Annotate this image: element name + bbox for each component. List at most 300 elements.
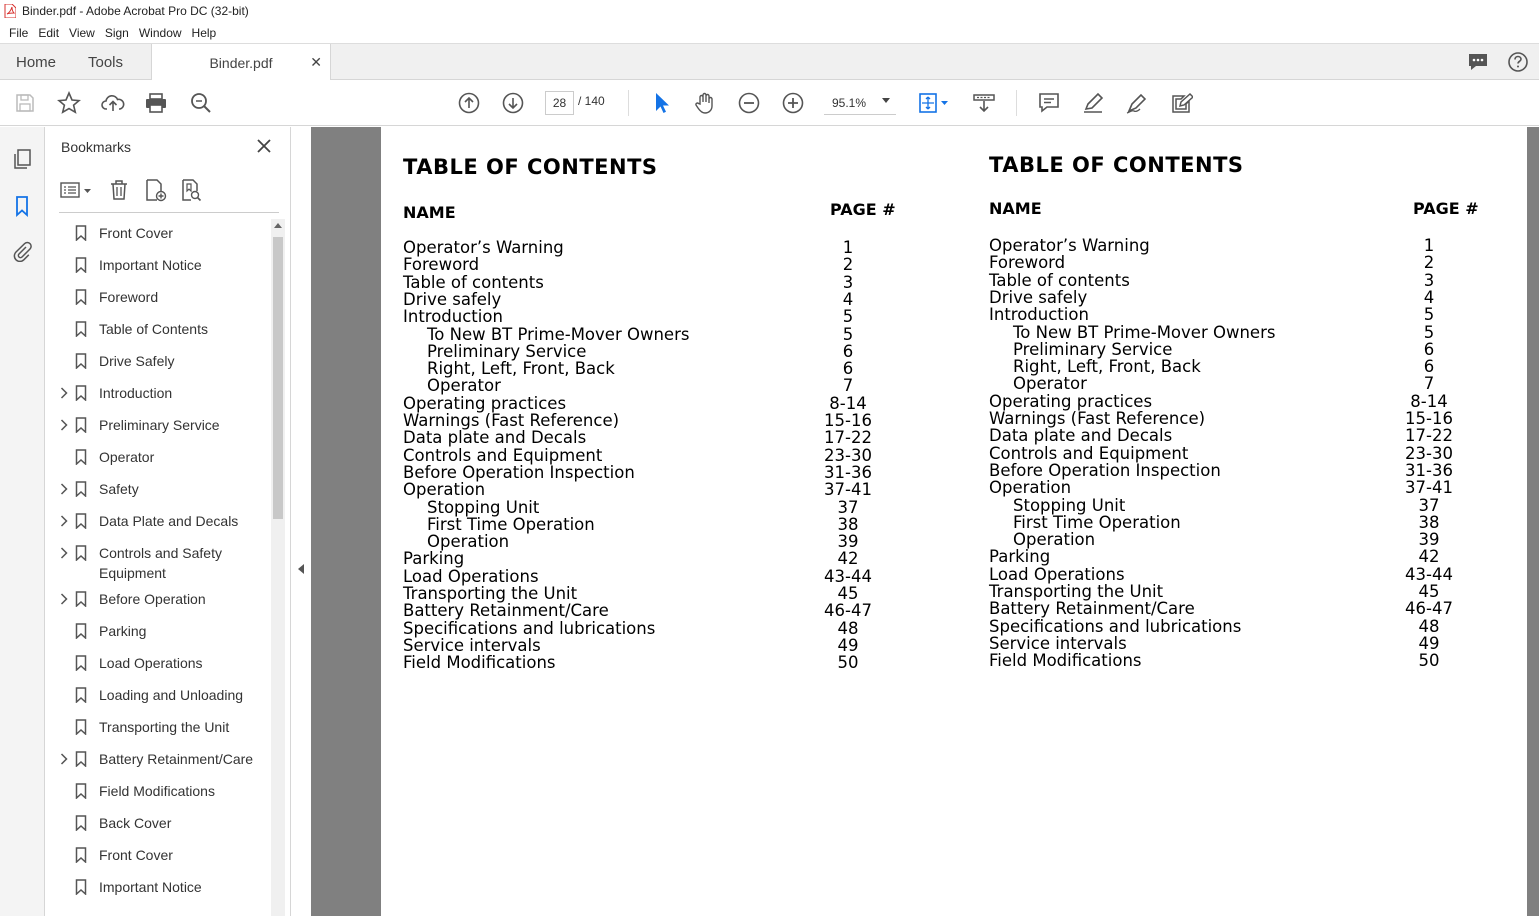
toc-entry-name: Drive safely	[989, 287, 1088, 307]
bookmark-scrollbar[interactable]	[271, 219, 285, 916]
toc-entry-name: Operator’s Warning	[403, 238, 564, 257]
toc-entry-page: 6	[842, 341, 854, 361]
toc-entry-name: To New BT Prime-Mover Owners	[1013, 322, 1276, 342]
chevron-right-icon[interactable]	[57, 479, 71, 499]
collapse-panel-arrow-icon[interactable]	[298, 564, 304, 574]
tab-document-label: Binder.pdf	[209, 54, 273, 71]
bookmark-item[interactable]	[45, 813, 271, 833]
toc-entry-name: Operation	[1013, 530, 1096, 550]
spacer	[57, 351, 71, 371]
toc-entry-name: Stopping Unit	[1013, 495, 1126, 515]
toc-entry-page: 8-14	[829, 393, 867, 413]
toc-entry	[989, 479, 1509, 496]
toc-entry-name: Operator	[427, 376, 501, 396]
hand-tool-icon[interactable]	[693, 91, 717, 115]
select-cursor-icon[interactable]	[649, 91, 673, 115]
toc-entry-name: Data plate and Decals	[403, 428, 587, 448]
toc-entry-name: Data plate and Decals	[989, 426, 1173, 446]
toc-entry-name: Preliminary Service	[1013, 339, 1173, 359]
bookmark-icon	[75, 447, 89, 467]
spacer	[57, 653, 71, 673]
bookmark-options-icon[interactable]	[59, 180, 95, 200]
toc-entry-name: To New BT Prime-Mover Owners	[427, 324, 690, 344]
bookmark-icon	[75, 877, 89, 897]
toc-entry-page: 23-30	[1405, 443, 1453, 463]
toc-entry-name: Load Operations	[989, 564, 1125, 584]
toc-entry-name: Service intervals	[403, 635, 541, 655]
bookmark-label: Safety	[99, 481, 139, 497]
toc-entry-name: Specifications and lubrications	[989, 616, 1242, 636]
page-number-input[interactable]: 28	[545, 91, 574, 115]
menu-bar	[0, 22, 1539, 43]
toc-entry-page: 50	[837, 653, 859, 673]
toc-entry-name: Operating practices	[989, 391, 1153, 411]
toc-entry	[989, 289, 1509, 306]
toc-entry	[989, 618, 1509, 635]
toc-entry-page: 5	[1423, 305, 1435, 325]
toc-entry-name: Before Operation Inspection	[989, 460, 1221, 480]
menu-sign[interactable]: Sign	[104, 25, 129, 40]
bookmark-item[interactable]	[45, 319, 271, 339]
toc-entry-page: 50	[1418, 651, 1440, 671]
toc-entry-name: Right, Left, Front, Back	[427, 359, 615, 379]
toc-entry-name: Operator	[1013, 374, 1087, 394]
toc-entry	[403, 239, 923, 256]
bookmark-label: Before Operation	[99, 591, 206, 607]
toc-entry-page: 46-47	[824, 601, 872, 621]
chevron-right-icon[interactable]	[57, 589, 71, 609]
toc-entry-page: 1	[842, 238, 854, 257]
toc-entry-name: Before Operation Inspection	[403, 462, 635, 482]
toc-entry-page: 7	[1423, 374, 1435, 394]
chevron-right-icon[interactable]	[57, 415, 71, 435]
toc-entry-page: 15-16	[1405, 409, 1453, 428]
previous-page-icon[interactable]	[457, 91, 481, 115]
toc-entry-name: Parking	[403, 549, 465, 569]
toc-heading: TABLE OF CONTENTS	[989, 153, 1244, 177]
toc-entry	[403, 377, 923, 394]
toc-entry-page: 5	[842, 307, 854, 327]
toc-col-page: PAGE #	[1413, 199, 1479, 218]
bookmark-label: Preliminary Service	[99, 417, 220, 433]
toc-entry-name: Drive safely	[403, 289, 502, 309]
bookmark-item[interactable]	[45, 589, 271, 609]
toc-entry-page: 5	[842, 324, 854, 344]
bookmark-icon	[75, 511, 89, 531]
menu-view[interactable]: View	[69, 25, 95, 40]
toc-entry-page: 38	[1418, 512, 1440, 532]
toc-entry-name: Operation	[403, 480, 486, 500]
bookmark-item[interactable]	[45, 685, 271, 705]
bookmark-icon	[75, 813, 89, 833]
close-panel-icon[interactable]	[255, 137, 273, 155]
bookmark-icon	[75, 781, 89, 801]
bookmark-icon	[75, 383, 89, 403]
bookmarks-icon[interactable]	[10, 194, 34, 218]
bookmark-label: Operator	[99, 449, 155, 465]
toc-entry-page: 8-14	[1410, 391, 1448, 411]
toc-entry-name: Specifications and lubrications	[403, 618, 656, 638]
toc-entry	[403, 585, 923, 602]
bookmark-list	[45, 219, 271, 916]
bookmark-item[interactable]	[45, 479, 271, 499]
toc-entry-name: Operator’s Warning	[989, 236, 1150, 255]
bookmark-item[interactable]	[45, 621, 271, 641]
toc-entry-page: 3	[1423, 270, 1435, 290]
bookmark-icon	[75, 653, 89, 673]
save-icon[interactable]	[13, 91, 37, 115]
fill-sign-icon[interactable]	[1169, 91, 1193, 115]
toc-entry	[989, 497, 1509, 514]
toc-entry-page: 6	[842, 359, 854, 379]
bookmark-item[interactable]	[45, 653, 271, 673]
toc-entry-page: 4	[842, 289, 854, 309]
zoom-level-value: 95.1%	[832, 95, 867, 110]
toc-entry-name: Stopping Unit	[427, 497, 540, 517]
toc-entry-name: Field Modifications	[989, 651, 1142, 671]
add-comment-icon[interactable]	[1037, 91, 1061, 115]
bookmark-label: Transporting the Unit	[99, 719, 230, 735]
bookmark-label: Loading and Unloading	[99, 687, 244, 703]
toc-entry-name: Battery Retainment/Care	[989, 599, 1195, 619]
bookmark-icon	[75, 351, 89, 371]
menu-window[interactable]: Window	[138, 25, 182, 40]
chevron-right-icon[interactable]	[57, 543, 71, 563]
page-total: / 140	[578, 94, 605, 108]
toc-entry-page: 37-41	[1405, 478, 1453, 498]
toc-entry-name: Introduction	[989, 305, 1089, 325]
toc-entry-page: 45	[837, 584, 859, 603]
toc-entry-page: 5	[1423, 322, 1435, 342]
scroll-mode-icon[interactable]	[972, 91, 996, 115]
toc-entry-name: Operation	[989, 478, 1072, 498]
toc-entry-page: 7	[842, 376, 854, 396]
toc-entry	[403, 447, 923, 464]
toc-entry	[989, 427, 1509, 444]
toc-entry	[403, 637, 923, 654]
spacer	[57, 685, 71, 705]
bookmark-icon	[75, 717, 89, 737]
toc-entry	[403, 412, 923, 429]
spacer	[57, 255, 71, 275]
toc-entry-page: 23-30	[824, 445, 872, 465]
toc-entry-page: 4	[1423, 287, 1435, 307]
document-viewport[interactable]	[311, 127, 1539, 916]
toc-entry	[989, 410, 1509, 427]
toc-entry	[403, 308, 923, 325]
toc-entry-page: 48	[1418, 616, 1440, 636]
bookmark-item[interactable]	[45, 255, 271, 275]
toc-entry	[989, 652, 1509, 669]
bookmark-icon	[75, 255, 89, 275]
toolbar-divider	[1016, 90, 1017, 116]
toc-entry	[403, 256, 923, 273]
menu-help[interactable]: Help	[191, 25, 217, 40]
toc-entry-name: Preliminary Service	[427, 341, 587, 361]
toc-entry	[989, 306, 1509, 323]
bookmark-item[interactable]	[45, 511, 271, 531]
toc-entry-page: 6	[1423, 357, 1435, 377]
tab-document[interactable]	[151, 44, 331, 81]
toc-entry-page: 2	[1423, 253, 1435, 273]
scrollbar-thumb[interactable]	[273, 237, 283, 519]
toc-col-page: PAGE #	[830, 200, 896, 219]
toc-entry-name: Right, Left, Front, Back	[1013, 357, 1201, 377]
toc-entry-page: 43-44	[824, 566, 872, 586]
bookmark-icon	[75, 589, 89, 609]
toc-entry-page: 17-22	[824, 428, 872, 448]
comments-icon[interactable]	[1467, 51, 1489, 73]
bookmark-toolbar	[59, 177, 203, 203]
bookmark-item[interactable]	[45, 287, 271, 307]
toc-entry-page: 49	[1418, 633, 1440, 653]
toc-entry	[989, 531, 1509, 548]
spacer	[57, 845, 71, 865]
window-title: Binder.pdf - Adobe Acrobat Pro DC (32-bit)	[22, 4, 249, 18]
bookmark-icon	[75, 415, 89, 435]
toc-entry	[989, 358, 1509, 375]
tab-tools[interactable]: Tools	[88, 53, 124, 71]
toc-entry	[989, 514, 1509, 531]
bookmark-icon	[75, 543, 89, 563]
toc-entry	[989, 254, 1509, 271]
toc-entry-name: Foreword	[403, 255, 480, 275]
bookmark-icon	[75, 621, 89, 641]
bookmark-item[interactable]	[45, 781, 271, 801]
toc-entry-page: 42	[1418, 547, 1440, 567]
toc-entry	[989, 635, 1509, 652]
toc-entry-name: Table of contents	[989, 270, 1130, 290]
toc-entry-page: 48	[837, 618, 859, 638]
bookmark-icon	[75, 223, 89, 243]
toc-entry-page: 49	[837, 635, 859, 655]
toc-entry-name: Warnings (Fast Reference)	[403, 411, 620, 430]
acrobat-logo-icon	[4, 4, 16, 18]
spacer	[57, 447, 71, 467]
toc-entry-name: Parking	[989, 547, 1051, 567]
delete-bookmark-icon[interactable]	[107, 178, 131, 202]
toc-entry	[989, 393, 1509, 410]
toc-entry-name: Introduction	[403, 307, 503, 327]
panel-title: Bookmarks	[61, 139, 132, 155]
main-toolbar	[0, 80, 1539, 126]
toc-entry	[403, 550, 923, 567]
print-icon[interactable]	[144, 91, 168, 115]
spacer	[57, 877, 71, 897]
bookmark-label: Introduction	[99, 385, 173, 401]
toc-entry	[403, 395, 923, 412]
zoom-in-icon[interactable]	[781, 91, 805, 115]
spacer	[57, 223, 71, 243]
panel-collapse-strip	[291, 127, 311, 916]
chevron-right-icon[interactable]	[57, 511, 71, 531]
toc-entry	[403, 533, 923, 550]
fit-page-icon[interactable]	[917, 91, 951, 115]
toc-entry-page: 45	[1418, 582, 1440, 601]
help-icon[interactable]	[1507, 51, 1529, 73]
toc-entry	[403, 464, 923, 481]
bookmark-item[interactable]	[45, 877, 271, 897]
toc-entry	[989, 445, 1509, 462]
zoom-search-icon[interactable]	[189, 91, 213, 115]
toc-entry-page: 46-47	[1405, 599, 1453, 619]
toc-entry	[403, 620, 923, 637]
spacer	[57, 287, 71, 307]
bookmark-icon	[75, 845, 89, 865]
toc-entry	[403, 568, 923, 585]
toolbar-divider	[628, 90, 629, 116]
toc-heading: TABLE OF CONTENTS	[403, 155, 658, 179]
menu-edit[interactable]: Edit	[38, 25, 60, 40]
navigation-rail	[0, 127, 45, 916]
bookmark-icon	[75, 479, 89, 499]
toc-entry	[403, 429, 923, 446]
toc-entry-page: 43-44	[1405, 564, 1453, 584]
toc-entry	[989, 600, 1509, 617]
bookmark-item[interactable]	[45, 543, 271, 583]
toc-entry-page: 17-22	[1405, 426, 1453, 446]
pdf-page	[381, 127, 1527, 916]
chevron-right-icon[interactable]	[57, 749, 71, 769]
upload-icon[interactable]	[101, 91, 125, 115]
tab-home[interactable]: Home	[16, 53, 57, 71]
bookmark-item[interactable]	[45, 351, 271, 371]
zoom-level-select[interactable]	[824, 91, 896, 115]
toc-entry-name: Operation	[427, 532, 510, 552]
sign-pen-icon[interactable]	[1125, 91, 1149, 115]
spacer	[57, 813, 71, 833]
bookmark-label: Table of Contents	[99, 321, 208, 337]
toc-entry	[403, 274, 923, 291]
toc-col-name: NAME	[403, 203, 456, 222]
close-tab-icon[interactable]: ✕	[310, 54, 322, 70]
bookmark-item[interactable]	[45, 447, 271, 467]
bookmark-item[interactable]	[45, 845, 271, 865]
toc-entry-name: First Time Operation	[427, 514, 595, 534]
find-bookmark-icon[interactable]	[179, 178, 203, 202]
toc-entry-page: 37	[837, 497, 859, 517]
toc-entry	[989, 583, 1509, 600]
bookmark-label: Field Modifications	[99, 783, 215, 799]
toc-entry	[989, 324, 1509, 341]
bookmark-icon	[75, 685, 89, 705]
bookmark-label: Data Plate and Decals	[99, 513, 239, 529]
toc-entry-name: Service intervals	[989, 633, 1127, 653]
bookmark-icon	[75, 319, 89, 339]
toc-entry-page: 31-36	[824, 462, 872, 482]
bookmark-label: Drive Safely	[99, 353, 175, 369]
spacer	[57, 781, 71, 801]
toc-entry	[403, 291, 923, 308]
chevron-right-icon[interactable]	[57, 383, 71, 403]
toc-entry	[403, 654, 923, 671]
toc-entry-name: Transporting the Unit	[989, 582, 1164, 601]
toc-entry	[403, 326, 923, 343]
toc-entry	[403, 481, 923, 498]
toc-entry-page: 37-41	[824, 480, 872, 500]
spacer	[57, 621, 71, 641]
toc-entry	[403, 516, 923, 533]
bookmark-label: Important Notice	[99, 879, 202, 895]
toc-entry-name: Controls and Equipment	[989, 443, 1189, 463]
toc-entry-page: 2	[842, 255, 854, 275]
toc-entry-page: 42	[837, 549, 859, 569]
panel-divider	[59, 212, 279, 213]
toc-entry-name: Field Modifications	[403, 653, 556, 673]
bookmark-label: Parking	[99, 623, 147, 639]
toc-entry-page: 37	[1418, 495, 1440, 515]
toc-entry-name: Controls and Equipment	[403, 445, 603, 465]
spacer	[57, 717, 71, 737]
bookmark-label: Important Notice	[99, 257, 202, 273]
bookmark-item[interactable]	[45, 383, 271, 403]
bookmark-label: Controls and Safety Equipment	[99, 545, 222, 581]
bookmark-label: Foreword	[99, 289, 159, 305]
attachments-icon[interactable]	[10, 239, 34, 263]
toc-entry	[403, 602, 923, 619]
toc-entry	[403, 360, 923, 377]
toc-entry	[989, 375, 1509, 392]
title-bar	[0, 0, 1539, 22]
toc-entry-name: Foreword	[989, 253, 1066, 273]
bookmark-label: Back Cover	[99, 815, 172, 831]
bookmark-item[interactable]	[45, 717, 271, 737]
toc-col-name: NAME	[989, 199, 1042, 218]
menu-file[interactable]: File	[9, 25, 29, 40]
toc-entry-page: 39	[837, 532, 859, 552]
page-thumbnails-icon[interactable]	[10, 147, 34, 171]
next-page-icon[interactable]	[501, 91, 525, 115]
bookmark-item[interactable]	[45, 223, 271, 243]
toc-entry-name: Transporting the Unit	[403, 584, 578, 603]
bookmark-icon	[75, 287, 89, 307]
toc-entry	[989, 272, 1509, 289]
bookmark-label: Front Cover	[99, 847, 173, 863]
new-bookmark-icon[interactable]	[143, 178, 167, 202]
zoom-out-icon[interactable]	[737, 91, 761, 115]
toc-entry-page: 15-16	[824, 411, 872, 430]
bookmark-item[interactable]	[45, 415, 271, 435]
toc-entry-name: First Time Operation	[1013, 512, 1181, 532]
highlight-pen-icon[interactable]	[1081, 91, 1105, 115]
toc-entry	[989, 566, 1509, 583]
toc-entry-page: 31-36	[1405, 460, 1453, 480]
toc-entry-page: 39	[1418, 530, 1440, 550]
bookmark-label: Front Cover	[99, 225, 173, 241]
star-icon[interactable]	[57, 91, 81, 115]
toc-entry	[403, 343, 923, 360]
toc-entry-page: 3	[842, 272, 854, 292]
spacer	[57, 319, 71, 339]
bookmarks-panel	[45, 127, 291, 916]
bookmark-label: Load Operations	[99, 655, 203, 671]
toc-entry-name: Table of contents	[403, 272, 544, 292]
toc-entry-name: Operating practices	[403, 393, 567, 413]
toc-entry-page: 6	[1423, 339, 1435, 359]
chevron-down-icon	[882, 98, 890, 103]
toc-entry-page: 1	[1423, 236, 1435, 255]
toc-entry-page: 38	[837, 514, 859, 534]
bookmark-icon	[75, 749, 89, 769]
bookmark-item[interactable]	[45, 749, 271, 769]
toc-entry-name: Battery Retainment/Care	[403, 601, 609, 621]
bookmark-label: Battery Retainment/Care	[99, 751, 254, 767]
toc-entry	[403, 499, 923, 516]
scroll-up-icon[interactable]	[274, 223, 282, 228]
toc-entry	[989, 462, 1509, 479]
toc-entry	[989, 237, 1509, 254]
toc-entry-name: Load Operations	[403, 566, 539, 586]
